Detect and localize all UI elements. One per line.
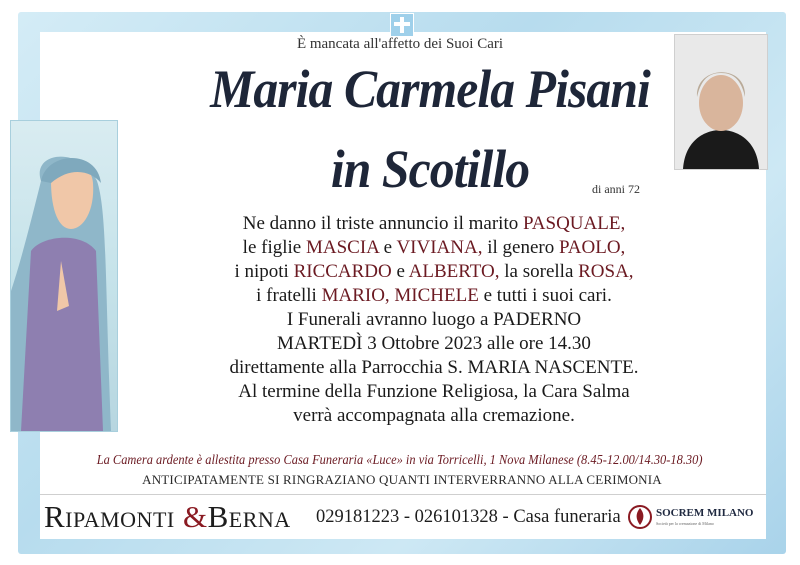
announcement-body	[150, 212, 718, 428]
announcement-line: i fratelli MARIO, MICHELE e tutti i suoi cari.	[256, 285, 612, 306]
madonna-image	[10, 120, 118, 432]
thanks-text: ANTICIPATAMENTE SI RINGRAZIANO QUANTI INTERVERRANNO ALLA CERIMONIA	[142, 472, 662, 487]
portrait-photo	[674, 34, 768, 170]
flame-icon	[628, 503, 652, 531]
announcement-line: Ne danno il triste annuncio il marito PASQUALE,	[242, 213, 626, 234]
cross-icon	[390, 13, 414, 37]
cremation-line-1: Al termine della Funzione Religiosa, la Cara Salma	[238, 381, 630, 402]
deceased-married-name: in Scotillo	[330, 139, 530, 199]
deceased-name: Maria Carmela Pisani	[210, 59, 650, 119]
funeral-date: MARTEDÌ 3 Ottobre 2023 alle ore 14.30	[277, 333, 591, 354]
funeral-place: I Funerali avranno luogo a PADERNO	[286, 309, 582, 330]
cremation-line-2: verrà accompagnata alla cremazione.	[293, 405, 575, 426]
socrem-logo: SOCREM MILANO Società per la cremazione di Milano	[628, 503, 768, 533]
funeral-church: direttamente alla Parrocchia S. MARIA NASCENTE.	[229, 357, 639, 378]
phone-numbers: 029181223 - 026101328 - Casa funeraria	[316, 507, 621, 527]
announcement-line: i nipoti RICCARDO e ALBERTO, la sorella ROSA,	[234, 261, 634, 282]
footer	[40, 494, 766, 539]
brand-logo: Ripamonti &Berna	[44, 499, 291, 534]
age-text: di anni 72	[592, 182, 640, 196]
intro-text: È mancata all'affetto dei Suoi Cari	[296, 36, 504, 52]
announcement-line: le figlie MASCIA e VIVIANA, il genero PAOLO,	[242, 237, 626, 258]
camera-ardente-text: La Camera ardente è allestita presso Casa Funeraria «Luce» in via Torricelli, 1 Nova Milanese (8.45-12.00/14.30-18.30)	[96, 452, 703, 467]
